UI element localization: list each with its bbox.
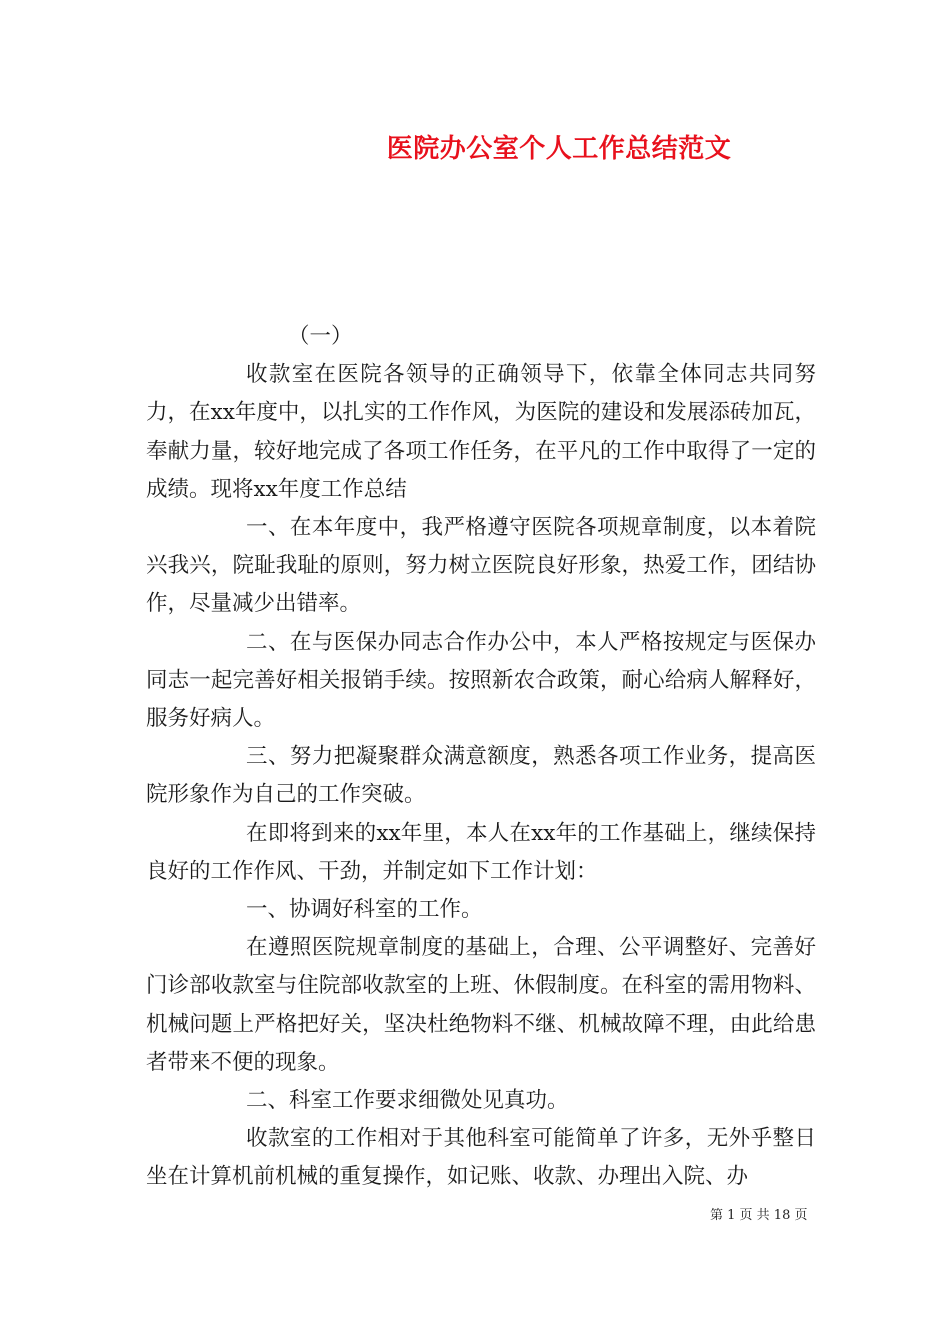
paragraph: 在即将到来的xx年里，本人在xx年的工作基础上，继续保持良好的工作作风、干劲，并制定如下工作计划：: [146, 820, 816, 884]
page-number: 第 1 页 共 18 页: [710, 1208, 808, 1223]
paragraph: 一、在本年度中，我严格遵守医院各项规章制度，以本着院兴我兴，院耻我耻的原则，努力树立医院良好形象，热爱工作，团结协作，尽量减少出错率。: [146, 515, 816, 617]
document-title: 医院办公室个人工作总结范文: [386, 134, 732, 164]
paragraph: 收款室在医院各领导的正确领导下，依靠全体同志共同努力，在xx年度中，以扎实的工作作风，为医院的建设和发展添砖加瓦，奉献力量，较好地完成了各项工作任务，在平凡的工作中取得了一定的成绩。现将xx年度工作总结: [146, 362, 816, 502]
paragraph: 二、在与医保办同志合作办公中，本人严格按规定与医保办同志一起完善好相关报销手续。按照新农合政策，耐心给病人解释好，服务好病人。: [146, 629, 816, 732]
paragraph: 收款室的工作相对于其他科室可能简单了许多，无外乎整日坐在计算机前机械的重复操作，如记账、收款、办理出入院、办: [146, 1126, 816, 1190]
section-heading: （一）: [288, 324, 353, 349]
paragraph: 一、协调好科室的工作。: [246, 897, 483, 923]
paragraph: 三、努力把凝聚群众满意额度，熟悉各项工作业务，提高医院形象作为自己的工作突破。: [146, 744, 816, 808]
document-body: [146, 318, 816, 1197]
paragraph: 二、科室工作要求细微处见真功。: [246, 1088, 569, 1114]
paragraph: 在遵照医院规章制度的基础上，合理、公平调整好、完善好门诊部收款室与住院部收款室的上班、休假制度。在科室的需用物料、机械问题上严格把好关，坚决杜绝物料不继、机械故障不理，由此给患者带来不便的现象。: [146, 935, 816, 1075]
